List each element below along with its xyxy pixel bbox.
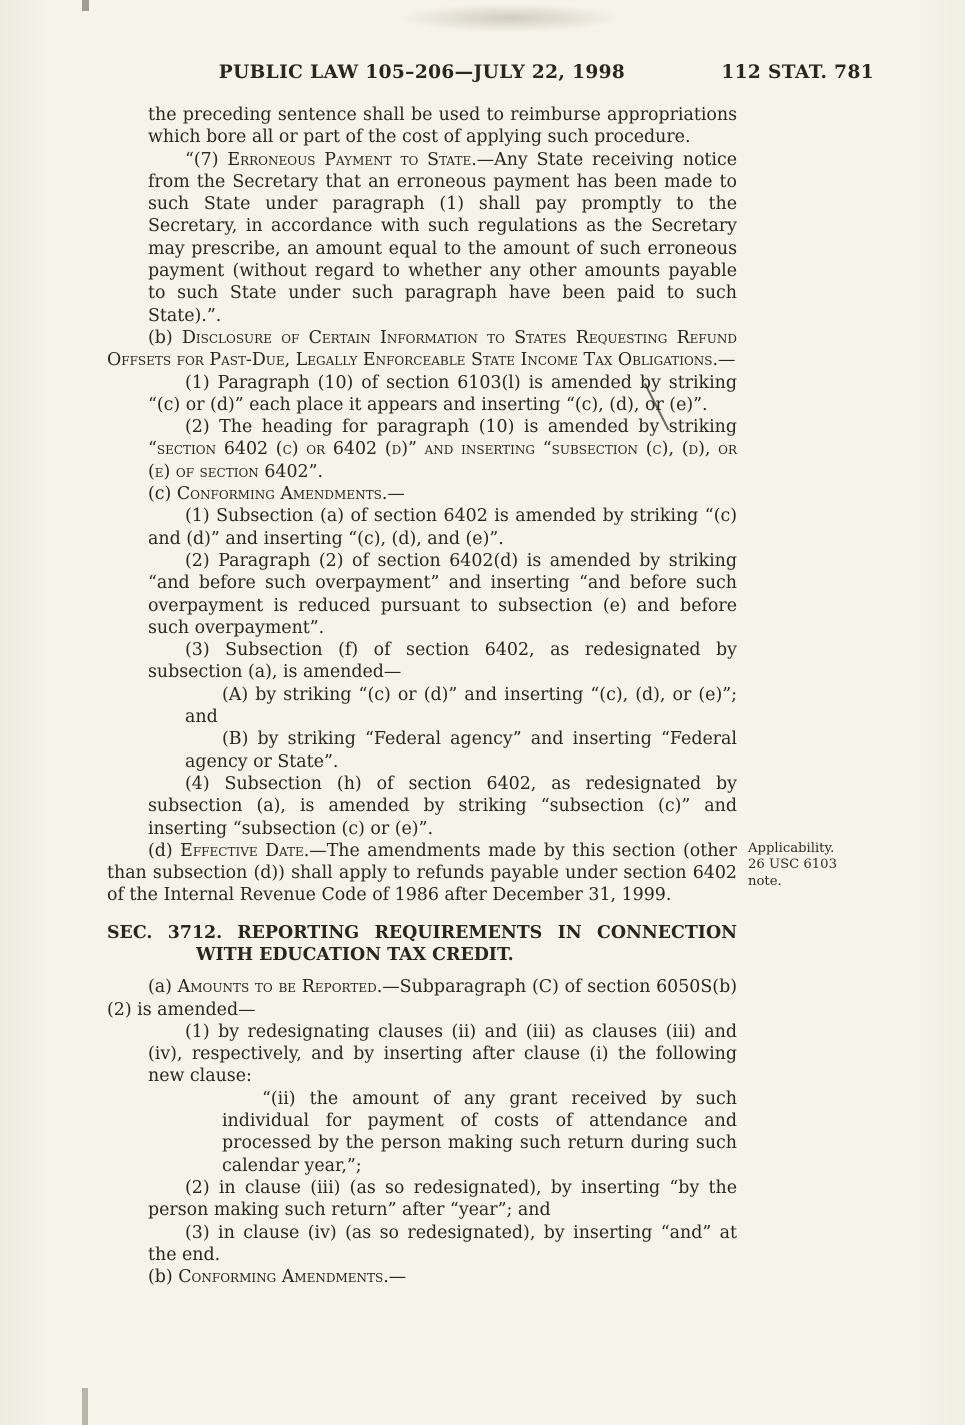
statute-paragraph [222,1088,737,1177]
text-run: (1) Paragraph (10) of section 6103(l) is amended by striking “(c) or (d)” each place it appears and inserting “(c), (d), or (e)”. [148,372,737,415]
statute-paragraph [148,505,737,550]
page-header [107,62,874,90]
statute-paragraph [148,1177,737,1222]
text-run: (1) Subsection (a) of section 6402 is amended by striking “(c) and (d)” and inserting “(c), (d), and (e)”. [148,506,737,549]
smallcaps-run: subsection (c), (d), or (e) of section 6402 [148,439,738,482]
smallcaps-run: Conforming Amendments [178,1267,384,1288]
statute-paragraph [107,483,737,505]
statute-paragraph [148,1021,737,1088]
text-run: ”. [308,461,324,482]
statute-paragraph [148,1222,737,1267]
stat-page-ref: 112 STAT. 781 [721,62,874,83]
statute-paragraph [148,372,737,417]
text-run: (4) Subsection (h) of section 6402, as redesignated by subsection (a), is amended by striking “subsection (c)” and inserting “subsection (c) or (e)”. [148,773,737,839]
text-run: .—Subparagraph (C) of section 6050S(b)(2) is amended— [107,977,737,1020]
section-title: REPORTING REQUIREMENTS IN CONNECTION WITH EDUCATION TAX CREDIT. [196,922,737,965]
statute-paragraph [107,840,837,907]
text-run: (3) in clause (iv) (as so redesignated), by inserting “and” at the end. [148,1222,737,1265]
statute-paragraph [107,327,737,372]
law-title: PUBLIC LAW 105–206—JULY 22, 1998 [218,62,626,83]
text-run: (1) by redesignating clauses (ii) and (iii) as clauses (iii) and (iv), respectively, and by inserting after clause (i) the following new clause: [148,1021,737,1087]
text-run: (B) by striking “Federal agency” and inserting “Federal agency or State”. [185,729,737,772]
statute-paragraph [148,639,737,684]
statute-paragraph [107,976,737,1021]
text-run: (b) [148,327,182,348]
statute-paragraph [148,416,737,483]
text-run: .— [383,1267,407,1288]
margin-note-line: Applicability. [748,840,835,856]
text-run: (a) [148,977,178,998]
margin-note [748,841,873,891]
text-run: “(ii) the amount of any grant received by such individual for payment of costs of attendance and processed by the person making such return during such calendar year,”; [222,1088,737,1176]
margin-note-line: note. [748,873,782,889]
text-run: (d) [148,840,181,861]
text-run: .— [712,350,736,371]
text-run: .—The amendments made by this section (other than subsection (d)) shall apply to refunds payable under section 6402 of the Internal Revenue Code of 1986 after December 31, 1999. [107,840,737,906]
statute-paragraph [148,773,737,840]
smallcaps-run: section 6402 (c) or 6402 (d) [156,439,409,460]
text-run: .—Any State receiving notice from the Secretary that an erroneous payment has been made to such State under paragraph (1) shall pay promptly to the Secretary, in accordance with such regulations as the Secretary may prescribe, an amount equal to the amount of such erroneous payment (without regard to whether any other amounts payable to such State under such paragraph have been paid to such State).”. [148,149,737,326]
text-run: (2) in clause (iii) (as so redesignated), by inserting “by the person making such return” after “year”; and [148,1177,737,1221]
text-run: (3) Subsection (f) of section 6402, as redesignated by subsection (a), is amended— [148,640,737,683]
statute-paragraph [148,550,737,639]
statute-paragraph [148,149,737,327]
document-body [107,104,837,1288]
text-run: (c) [148,484,177,505]
text-run: (2) The heading for paragraph (10) is amended by striking “ [148,417,737,460]
text-run: (b) [148,1267,179,1288]
smallcaps-run: Amounts to be Reported [177,977,377,998]
scan-smudge-artifact [400,4,620,32]
section-heading [107,922,737,967]
smallcaps-run: Disclosure of Certain Information to States Requesting Refund Offsets for Past-Due, Legally Enforceable State Income Tax Obligations [107,327,737,371]
statute-paragraph [185,728,737,773]
smallcaps-run: and inserting [424,439,535,460]
scan-edge-mark-top [82,0,89,11]
statute-paragraph [185,684,737,729]
scan-edge-mark-bottom [82,1388,88,1425]
margin-note-line: 26 USC 6103 [748,857,837,873]
text-run: “(7) [185,149,228,170]
smallcaps-run: Effective Date [180,840,304,861]
statute-paragraph [148,104,737,149]
section-number: SEC. 3712. [107,922,223,943]
smallcaps-run: Conforming Amendments [176,484,382,505]
statute-paragraph [107,1266,737,1288]
text-run: ” [408,439,425,460]
text-run: (A) by striking “(c) or (d)” and inserting “(c), (d), or (e)”; and [185,684,737,728]
text-run: the preceding sentence shall be used to reimburse appropriations which bore all or part of the cost of applying such procedure. [148,105,737,148]
text-run: (2) Paragraph (2) of section 6402(d) is amended by striking “and before such overpayment” and inserting “and before such overpayment is reduced pursuant to subsection (e) and before such overpayment”. [148,550,737,638]
text-run: .— [381,484,405,505]
smallcaps-run: Erroneous Payment to State [227,149,472,170]
text-run: “ [535,439,552,460]
